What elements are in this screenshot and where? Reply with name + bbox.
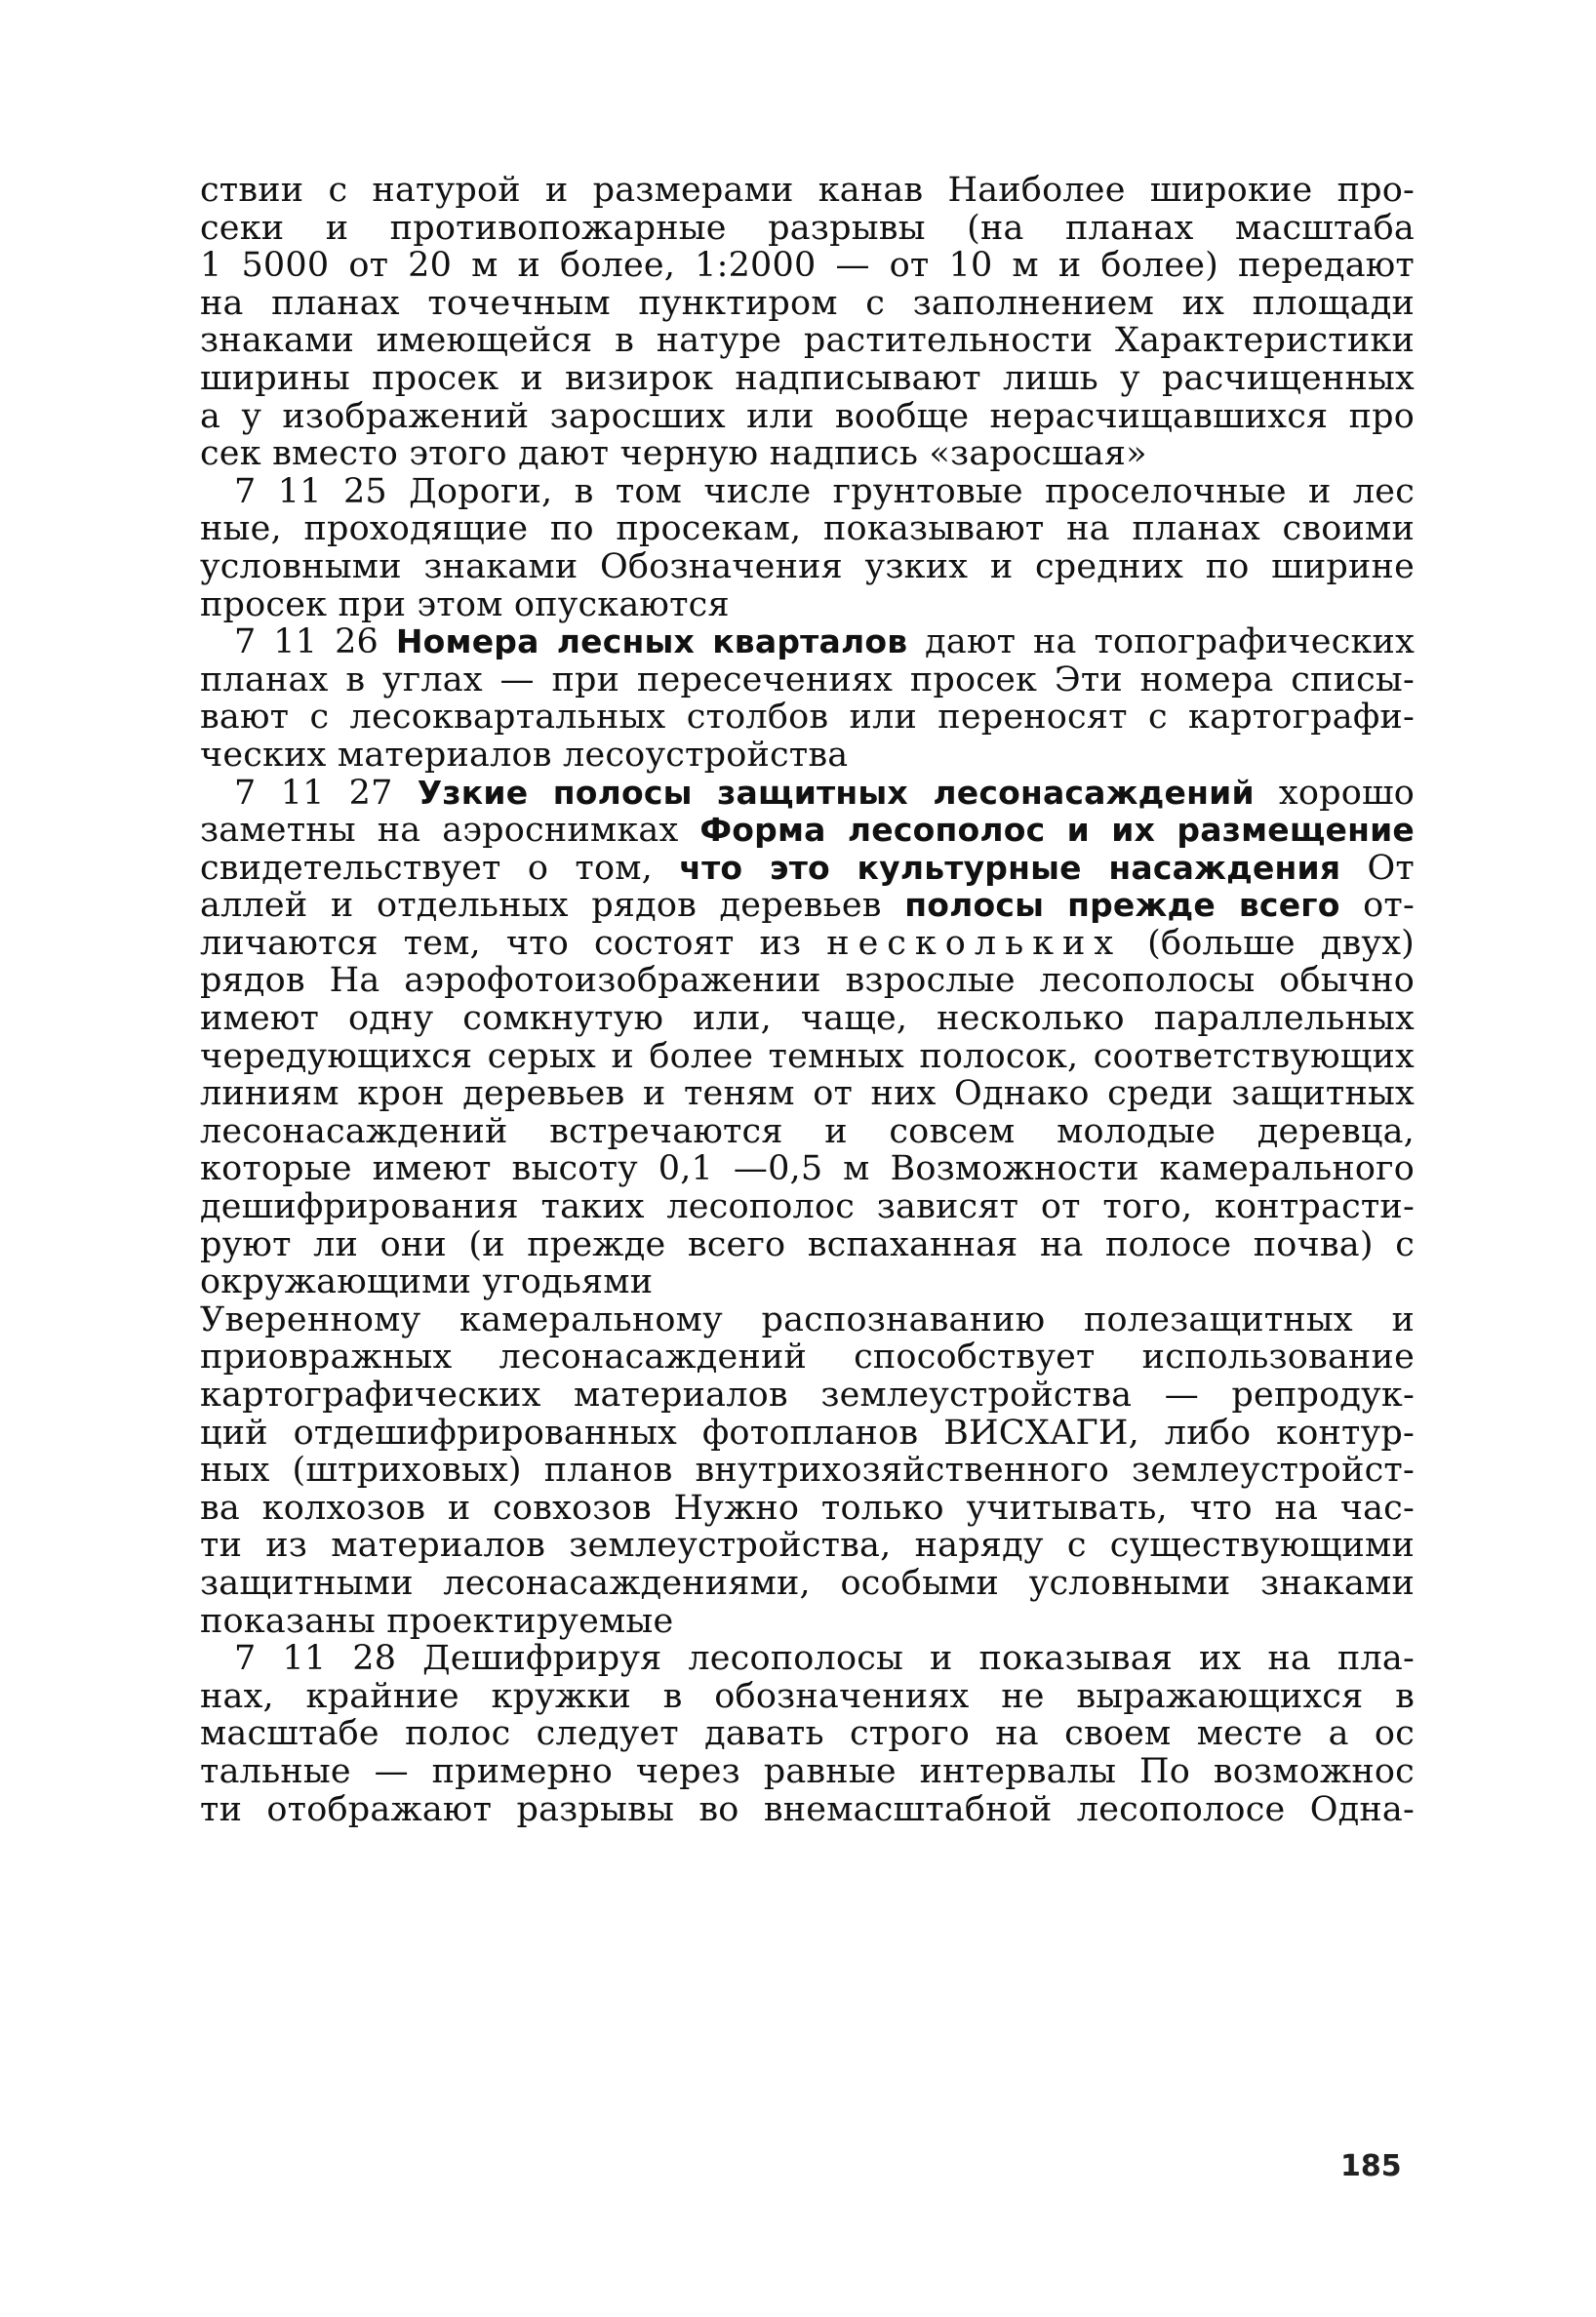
section-number: 7 11 27 [234, 773, 393, 813]
text-fragment: свидетельствует о том, [200, 848, 653, 888]
text-fragment: От [1367, 848, 1415, 888]
bold-phrase: полосы прежде всего [904, 886, 1340, 925]
text-line: 7 11 25 Дороги, в том числе грунтовые проселочные и лес [234, 471, 1415, 511]
section-number: 7 11 26 [234, 622, 379, 662]
paragraph-7-11-26-first-line [200, 623, 1415, 661]
text-line: ти отображают разрывы во внемасштабной лесополосе Одна- [200, 1789, 1415, 1829]
text-line: защитными лесонасаждениями, особыми условными знаками [200, 1563, 1415, 1603]
text-line: ные, проходящие по просекам, показывают на планах своими [200, 509, 1415, 549]
text-line: просек при этом опускаются [200, 584, 730, 624]
text-line: рядов На аэрофотоизображении взрослые лесополосы обычно [200, 961, 1415, 1001]
text-line: руют ли они (и прежде всего вспаханная на полосе почва) с [200, 1224, 1415, 1264]
text-line: линиям крон деревьев и теням от них Однако среди защитных [200, 1074, 1415, 1114]
text-line: картографических материалов землеустройства — репродук- [200, 1376, 1415, 1415]
text-fragment: личаются тем, что состоят из [200, 923, 802, 963]
bold-term: Узкие полосы защитных лесонасаждений [417, 773, 1255, 812]
spaced-emphasis: нескольких [826, 923, 1123, 963]
text-line [200, 850, 1415, 888]
text-line [200, 925, 1415, 963]
text-line: 7 11 28 Дешифрируя лесополосы и показывая их на пла- [234, 1639, 1415, 1679]
text-line: условными знаками Обозначения узких и средних по ширине [200, 546, 1415, 586]
text-line: показаны проектируемые [200, 1601, 674, 1641]
text-line: ствии с натурой и размерами канав Наиболее широкие про- [200, 171, 1415, 210]
bold-term: Номера лесных кварталов [395, 622, 908, 661]
text-line: масштабе полос следует давать строго на своем месте а ос [200, 1714, 1415, 1754]
text-line: ческих материалов лесоустройства [200, 735, 849, 775]
text-line: сек вместо этого дают черную надпись «заросшая» [200, 434, 1147, 474]
page-text [200, 172, 1415, 1828]
text-line: на планах точечным пунктиром с заполнением их площади [200, 283, 1415, 323]
bold-phrase: что это культурные насаждения [679, 848, 1341, 887]
text-line: вают с лесоквартальных столбов или переносят с картографи- [200, 698, 1415, 738]
text-line: секи и противопожарные разрывы (на планах масштаба [200, 208, 1415, 248]
text-fragment: от- [1363, 886, 1416, 926]
text-line: ных (штриховых) планов внутрихозяйственного землеустройст- [200, 1451, 1415, 1491]
text-line: дешифрирования таких лесополос зависят от того, контрасти- [200, 1187, 1415, 1227]
text-fragment: заметны на аэроснимках [200, 811, 679, 851]
text-line: лесонасаждений встречаются и совсем молодые деревца, [200, 1111, 1415, 1151]
page-number: 185 [1340, 2149, 1402, 2183]
text-line [200, 812, 1415, 850]
text-fragment: аллей и отдельных рядов деревьев [200, 886, 882, 926]
text-line: знаками имеющейся в натуре растительности Характеристики [200, 321, 1415, 361]
text-line: ций отдешифрированных фотопланов ВИСХАГИ, либо контур- [200, 1413, 1415, 1453]
text-line: приовражных лесонасаждений способствует использование [200, 1338, 1415, 1378]
text-line: которые имеют высоту 0,1 —0,5 м Возможности камерального [200, 1149, 1415, 1189]
text-line: тальные — примерно через равные интервалы По возможнос [200, 1751, 1415, 1791]
text-line: 1 5000 от 20 м и более, 1:2000 — от 10 м и более) передают [200, 246, 1415, 286]
paragraph-7-11-27-first-line [200, 775, 1415, 813]
text-line: а у изображений заросших или вообще нерасчищавшихся про [200, 396, 1415, 436]
text-line: чередующихся серых и более темных полосок, соответствующих [200, 1036, 1415, 1076]
text-line: нах, крайние кружки в обозначениях не выражающихся в [200, 1676, 1415, 1716]
text-fragment: хорошо [1278, 773, 1416, 813]
text-line [200, 887, 1415, 925]
text-fragment: дают на топографических [925, 622, 1416, 662]
text-line: ва колхозов и совхозов Нужно только учитывать, что на час- [200, 1488, 1415, 1528]
bold-phrase: Форма лесополос и их размещение [699, 811, 1415, 850]
text-line: ти из материалов землеустройства, наряду с существующими [200, 1526, 1415, 1566]
text-line: окружающими угодьями [200, 1262, 654, 1302]
text-fragment: (больше двух) [1147, 923, 1416, 963]
text-line: Уверенному камеральному распознаванию полезащитных и [200, 1299, 1415, 1339]
text-line: планах в углах — при пересечениях просек Эти номера списы- [200, 659, 1415, 699]
text-line: ширины просек и визирок надписывают лишь у расчищенных [200, 358, 1415, 398]
text-line: имеют одну сомкнутую или, чаще, несколько параллельных [200, 999, 1415, 1039]
